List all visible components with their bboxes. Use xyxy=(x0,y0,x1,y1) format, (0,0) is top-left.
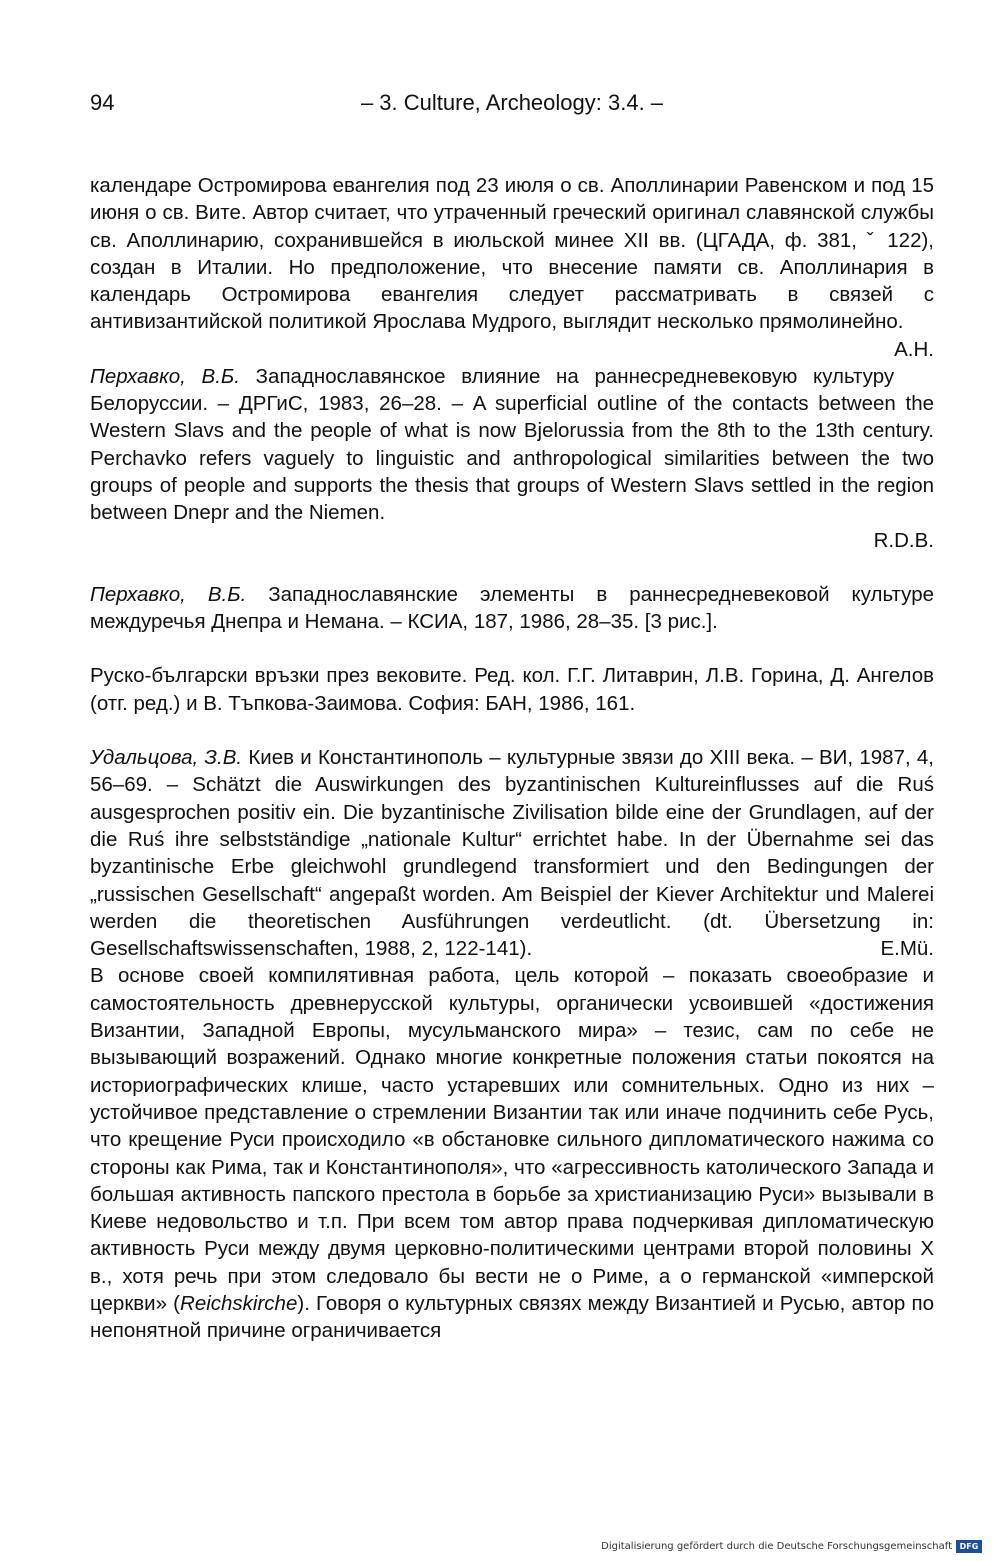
page-number: 94 xyxy=(90,90,115,115)
entry-text: календаре Остромирова евангелия под 23 июля о св. Аполлинарии Равенском и под 15 июня о св. Вите. Автор считает, что утраченный греческий оригинал славянской службы св. Аполлинарию, сохранившейся в июльской минее XII вв. (ЦГАДА, ф. 381, ˇ 122), создан в Италии. Но предположение, что внесение памяти св. Аполлинария в календарь Остромирова евангелия следует рассматривать в связей с антивизантийской политикой Ярослава Мудрого, выглядит несколько прямолинейно. xyxy=(90,174,934,334)
entry-author: Перхавко, В.Б. xyxy=(90,582,247,606)
reviewer-signature: R.D.B. xyxy=(873,528,934,552)
review-paragraph xyxy=(90,962,934,1344)
bibliography-entry xyxy=(90,662,934,717)
bibliography-entry xyxy=(90,363,934,554)
review-italic-term: Reichskirche xyxy=(180,1291,298,1315)
entry-author: Удальцова, З.В. xyxy=(90,746,243,770)
entry-text: Западнославянское влияние на раннесредневековую культуру Белоруссии. – ДРГиС, 1983, 26–28. – A superficial outline of the contacts between the Western Slavs and the people of what is now Bjelorussia from the 8th to the 13th century. Perchavko refers vaguely to linguistic and anthropological similarities between the two groups of people and supports the thesis that groups of Western Slavs settled in the region between Dnepr and the Niemen. xyxy=(90,364,934,525)
page-header xyxy=(90,88,934,118)
bibliography-entry xyxy=(90,172,934,361)
entry-text: Западнославянские элементы в раннесредневековой культуре междуречья Днепра и Немана. – КСИА, 187, 1986, 28–35. [3 рис.]. xyxy=(90,582,934,634)
footer-credit: Digitalisierung gefördert durch die Deutsche Forschungsgemeinschaft xyxy=(601,1541,952,1552)
running-head: – 3. Culture, Archeology: 3.4. – xyxy=(360,90,664,115)
page-body xyxy=(90,172,934,1345)
review-text: ). Говоря о культурных связях между Византией и Русью, автор по непонятной причине ограничивается xyxy=(90,1291,934,1343)
bibliography-entry xyxy=(90,581,934,636)
entry-text: Киев и Константинополь – культурные звязи до XIII века. – ВИ, 1987, 4, 56–69. – Schätzt die Auswirkungen des byzantinischen Kultureinflusses auf die Ruś ausgesprochen positiv ein. Die byzantinische Zivilisation bilde eine der Grundlagen, auf der die Ruś ihre selbstständige „nationale Kultur“ errichtet habe. In der Übernahme sei das byzantinische Erbe gleichwohl grundlegend transformiert und den Bedingungen der „russischen Gesellschaft“ angepaßt worden. Am Beispiel der Kiever Architektur und Malerei werden die theoretischen Ausführungen verdeutlicht. (dt. Übersetzung in: Gesellschaftswissenschaften, 1988, 2, 122-141). xyxy=(90,746,934,961)
bibliography-entry xyxy=(90,744,934,962)
entry-author: Перхавко, В.Б. xyxy=(90,364,240,388)
entry-text: Руско-български връзки през вековите. Ред. кол. Г.Г. Литаврин, Л.В. Горина, Д. Ангелов (отг. ред.) и В. Тъпкова-Заимова. София: БАН, 1986, 161. xyxy=(90,664,934,715)
dfg-logo-icon: DFG xyxy=(956,1540,982,1553)
review-text: В основе своей компилятивная работа, цель которой – показать своеобразие и самостоятельность древнерусской культуры, органически усвоившей «достижения Византии, Западной Европы, мусульманского мира» – тезис, сам по себе не вызывающий возражений. Однако многие конкретные положения статьи покоятся на историографических клише, часто устаревших или сомнительных. Одно из них – устойчивое представление о стремлении Византии так или иначе подчинить себе Русь, что крещение Руси происходило «в обстановке сильного дипломатического нажима со стороны как Рима, так и Константинополя», что «агрессивность католического Запада и большая активность папского престола в борьбе за христианизацию Руси» вызывали в Киеве недовольство и т.п. При всем том автор права подчеркивая дипломатическую активность Руси между двумя церковно-политическими центрами второй половины X в., хотя речь при этом следовало бы вести не о Риме, а о германской «имперской церкви» ( xyxy=(90,964,934,1315)
reviewer-signature: E.Mü. xyxy=(880,937,934,961)
digitization-footer xyxy=(601,1540,982,1553)
reviewer-signature: А.Н. xyxy=(894,337,934,361)
